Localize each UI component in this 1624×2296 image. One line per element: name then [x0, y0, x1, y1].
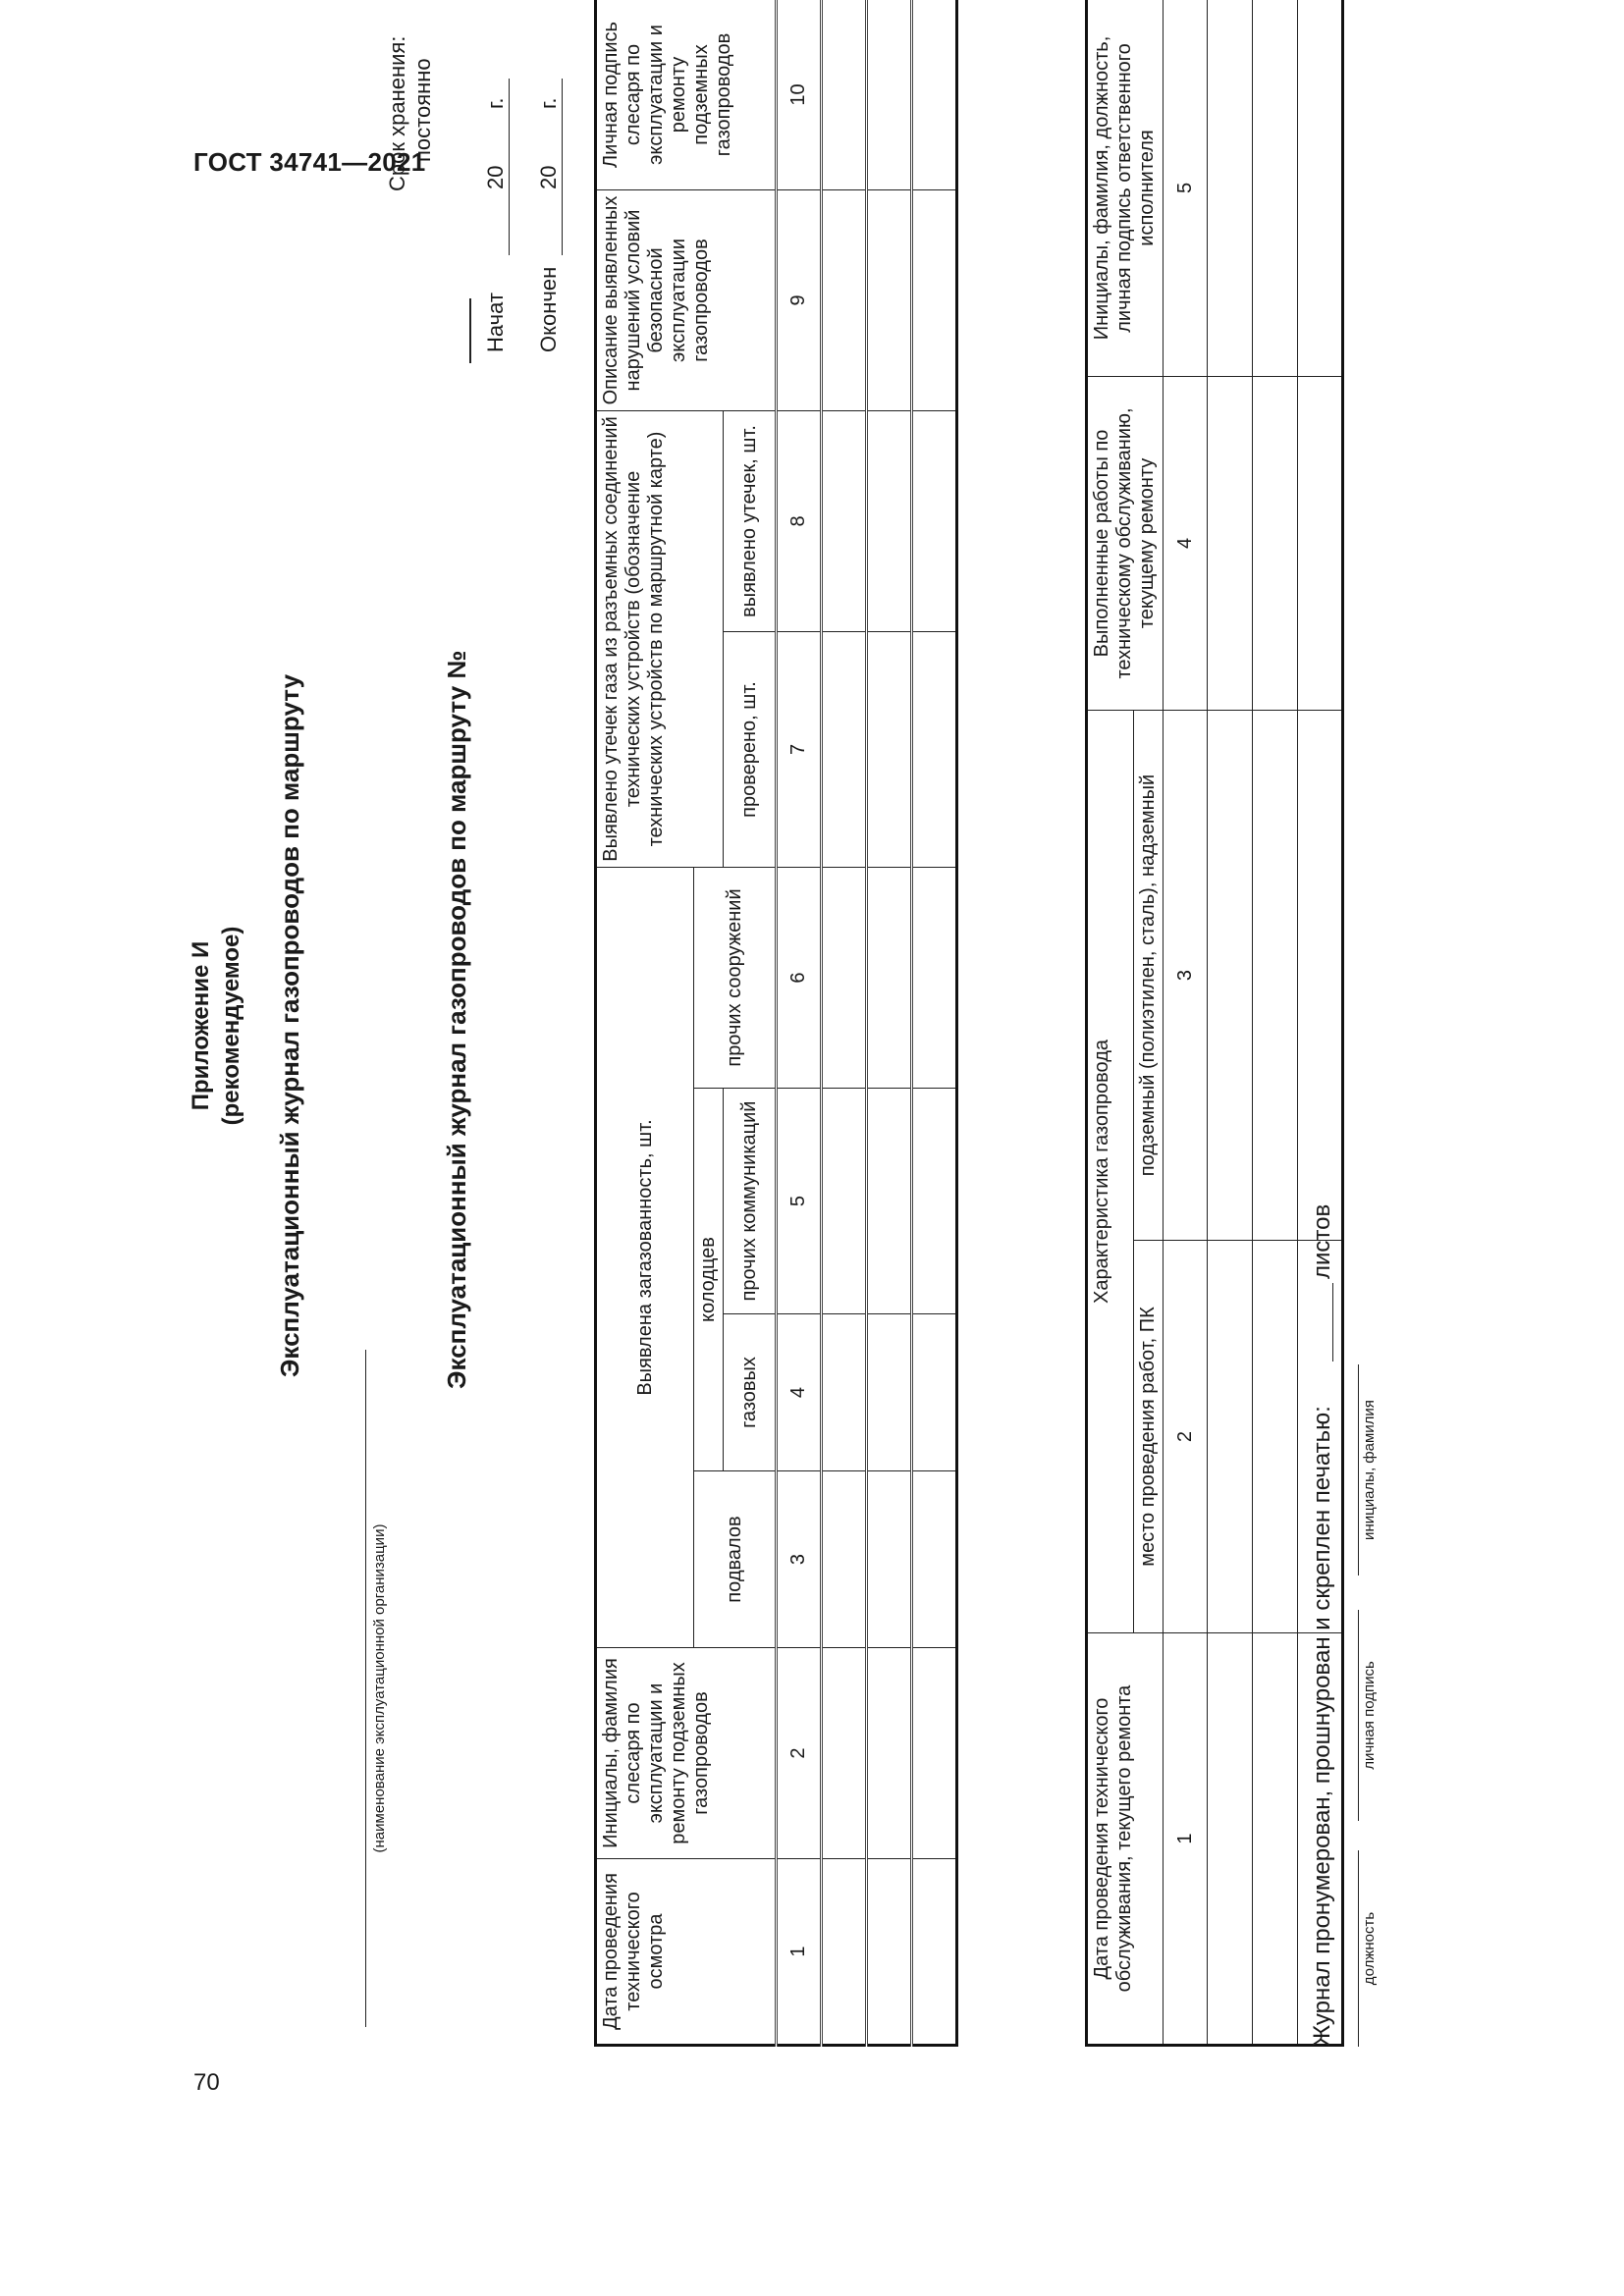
- empty-cell[interactable]: [822, 867, 867, 1088]
- column-number: 2: [1164, 1241, 1208, 1633]
- page-number: 70: [193, 2069, 220, 2096]
- organization-name-line[interactable]: [365, 1350, 366, 2027]
- header-fitter-signature: Личная подпись слесаря по эксплуатации и ремонту подземных газопроводов: [596, 0, 777, 189]
- sheets-count-blank[interactable]: [1332, 1283, 1333, 1362]
- position-caption: должность: [1361, 1911, 1378, 1986]
- route-number-blank[interactable]: [469, 298, 471, 363]
- empty-cell[interactable]: [1253, 1633, 1298, 2046]
- column-number: 4: [777, 1314, 822, 1471]
- empty-cell[interactable]: [822, 1471, 867, 1648]
- table-row[interactable]: [912, 0, 957, 2046]
- empty-cell[interactable]: [912, 410, 957, 631]
- started-year-suffix: г.: [483, 97, 508, 109]
- table-row[interactable]: [822, 0, 867, 2046]
- empty-cell[interactable]: [1253, 0, 1298, 376]
- empty-cell[interactable]: [1208, 376, 1253, 710]
- started-year-blank[interactable]: [509, 117, 510, 162]
- empty-cell[interactable]: [912, 631, 957, 867]
- column-number: 3: [777, 1471, 822, 1648]
- column-number: 1: [777, 1859, 822, 2046]
- column-number: 3: [1164, 710, 1208, 1240]
- empty-cell[interactable]: [867, 189, 912, 410]
- certification-statement: Журнал пронумерован, прошнурован и скреплен печатью:: [1309, 1406, 1335, 2047]
- empty-cell[interactable]: [867, 1648, 912, 1859]
- sheets-label: листов: [1309, 1203, 1335, 1279]
- column-number: 1: [1164, 1633, 1208, 2046]
- started-label: Начат: [483, 293, 508, 352]
- header-responsible-person: Инициалы, фамилия, должность, личная подпись ответственного исполнителя: [1087, 0, 1164, 376]
- header-gas-wells: газовых: [724, 1314, 777, 1471]
- empty-cell[interactable]: [822, 1648, 867, 1859]
- ended-year-suffix: г.: [536, 97, 561, 109]
- empty-cell[interactable]: [912, 867, 957, 1088]
- header-works-done: Выполненные работы по техническому обслуживанию, текущему ремонту: [1087, 376, 1164, 710]
- ended-year-blank[interactable]: [562, 117, 563, 162]
- inspection-table: [594, 0, 958, 2047]
- column-number: 5: [1164, 0, 1208, 376]
- name-blank[interactable]: [1358, 1364, 1359, 1575]
- empty-cell[interactable]: [1253, 1241, 1298, 1633]
- column-number: 7: [777, 631, 822, 867]
- empty-cell[interactable]: [822, 631, 867, 867]
- maintenance-table: [1085, 0, 1344, 2047]
- storage-label: Срок хранения:: [385, 35, 409, 191]
- header-pipeline-characteristics: Характеристика газопровода: [1087, 710, 1134, 1632]
- empty-cell[interactable]: [822, 189, 867, 410]
- column-number-row: [1164, 0, 1208, 2046]
- started-date-blank[interactable]: [509, 79, 510, 255]
- header-leaks: Выявлено утечек газа из разъемных соединений технических устройств (обозначение технических устройств по маршрутной карте): [596, 410, 724, 867]
- empty-cell[interactable]: [822, 1089, 867, 1314]
- header-pipeline-type: подземный (полиэтилен, сталь), надземный: [1134, 710, 1164, 1240]
- empty-cell[interactable]: [912, 189, 957, 410]
- column-number: 9: [777, 189, 822, 410]
- ended-label: Окончен: [536, 266, 561, 352]
- empty-cell[interactable]: [822, 0, 867, 189]
- empty-cell[interactable]: [822, 1314, 867, 1471]
- route-title: Эксплуатационный журнал газопроводов по маршруту №: [442, 650, 471, 1389]
- empty-cell[interactable]: [1208, 1241, 1253, 1633]
- document-code: ГОСТ 34741—2021: [193, 147, 426, 177]
- empty-cell[interactable]: [912, 1648, 957, 1859]
- header-basements: подвалов: [694, 1471, 777, 1648]
- empty-cell[interactable]: [912, 1859, 957, 2046]
- empty-cell[interactable]: [867, 410, 912, 631]
- empty-cell[interactable]: [867, 0, 912, 189]
- empty-cell[interactable]: [822, 1859, 867, 2046]
- empty-cell[interactable]: [1298, 0, 1343, 376]
- empty-cell[interactable]: [1298, 710, 1343, 1240]
- empty-cell[interactable]: [912, 0, 957, 189]
- header-inspection-date: Дата проведения технического осмотра: [596, 1859, 777, 2046]
- empty-cell[interactable]: [867, 631, 912, 867]
- position-blank[interactable]: [1358, 1850, 1359, 2047]
- header-maintenance-date: Дата проведения технического обслуживания, текущего ремонта: [1087, 1633, 1164, 2046]
- organization-caption: (наименование эксплуатационной организации): [371, 1523, 388, 1853]
- empty-cell[interactable]: [912, 1089, 957, 1314]
- column-number: 10: [777, 0, 822, 189]
- annex-name: Приложение И: [188, 940, 214, 1111]
- empty-cell[interactable]: [1208, 1633, 1253, 2046]
- signature-caption: личная подпись: [1361, 1661, 1378, 1770]
- column-number: 5: [777, 1089, 822, 1314]
- empty-cell[interactable]: [912, 1471, 957, 1648]
- column-number: 4: [1164, 376, 1208, 710]
- ended-date-blank[interactable]: [562, 79, 563, 255]
- signature-blank[interactable]: [1358, 1610, 1359, 1821]
- empty-cell[interactable]: [867, 867, 912, 1088]
- empty-cell[interactable]: [1253, 376, 1298, 710]
- table-row[interactable]: [1253, 0, 1298, 2046]
- header-violations: Описание выявленных нарушений условий безопасной эксплуатации газопроводов: [596, 189, 777, 410]
- header-wells: колодцев: [694, 1089, 724, 1471]
- table-row[interactable]: [1208, 0, 1253, 2046]
- column-number: 2: [777, 1648, 822, 1859]
- header-other-communications: прочих коммуникаций: [724, 1089, 777, 1314]
- annex-status: (рекомендуемое): [218, 926, 244, 1126]
- header-gas-contamination: Выявлена загазованность, шт.: [596, 867, 694, 1647]
- column-number: 8: [777, 410, 822, 631]
- header-work-place: место проведения работ, ПК: [1134, 1241, 1164, 1633]
- annex-title: Эксплуатационный журнал газопроводов по маршруту: [275, 673, 304, 1378]
- empty-cell[interactable]: [822, 410, 867, 631]
- empty-cell[interactable]: [1253, 710, 1298, 1240]
- empty-cell[interactable]: [912, 1314, 957, 1471]
- rotated-form-area: [177, 0, 1378, 2056]
- header-checked: проверено, шт.: [724, 631, 777, 867]
- header-leaks-found: выявлено утечек, шт.: [724, 410, 777, 631]
- empty-cell[interactable]: [1298, 376, 1343, 710]
- table-row[interactable]: [867, 0, 912, 2046]
- empty-cell[interactable]: [867, 1471, 912, 1648]
- storage-value: постоянно: [410, 58, 435, 162]
- empty-cell[interactable]: [867, 1314, 912, 1471]
- column-number: 6: [777, 867, 822, 1088]
- empty-cell[interactable]: [867, 1089, 912, 1314]
- empty-cell[interactable]: [867, 1859, 912, 2046]
- empty-cell[interactable]: [1208, 0, 1253, 376]
- started-year-prefix: 20: [483, 165, 508, 189]
- header-fitter-name: Инициалы, фамилия слесаря по эксплуатации и ремонту подземных газопроводов: [596, 1648, 777, 1859]
- name-caption: инициалы, фамилия: [1361, 1400, 1378, 1540]
- empty-cell[interactable]: [1208, 710, 1253, 1240]
- header-other-structures: прочих сооружений: [694, 867, 777, 1088]
- column-number-row: [777, 0, 822, 2046]
- ended-year-prefix: 20: [536, 165, 561, 189]
